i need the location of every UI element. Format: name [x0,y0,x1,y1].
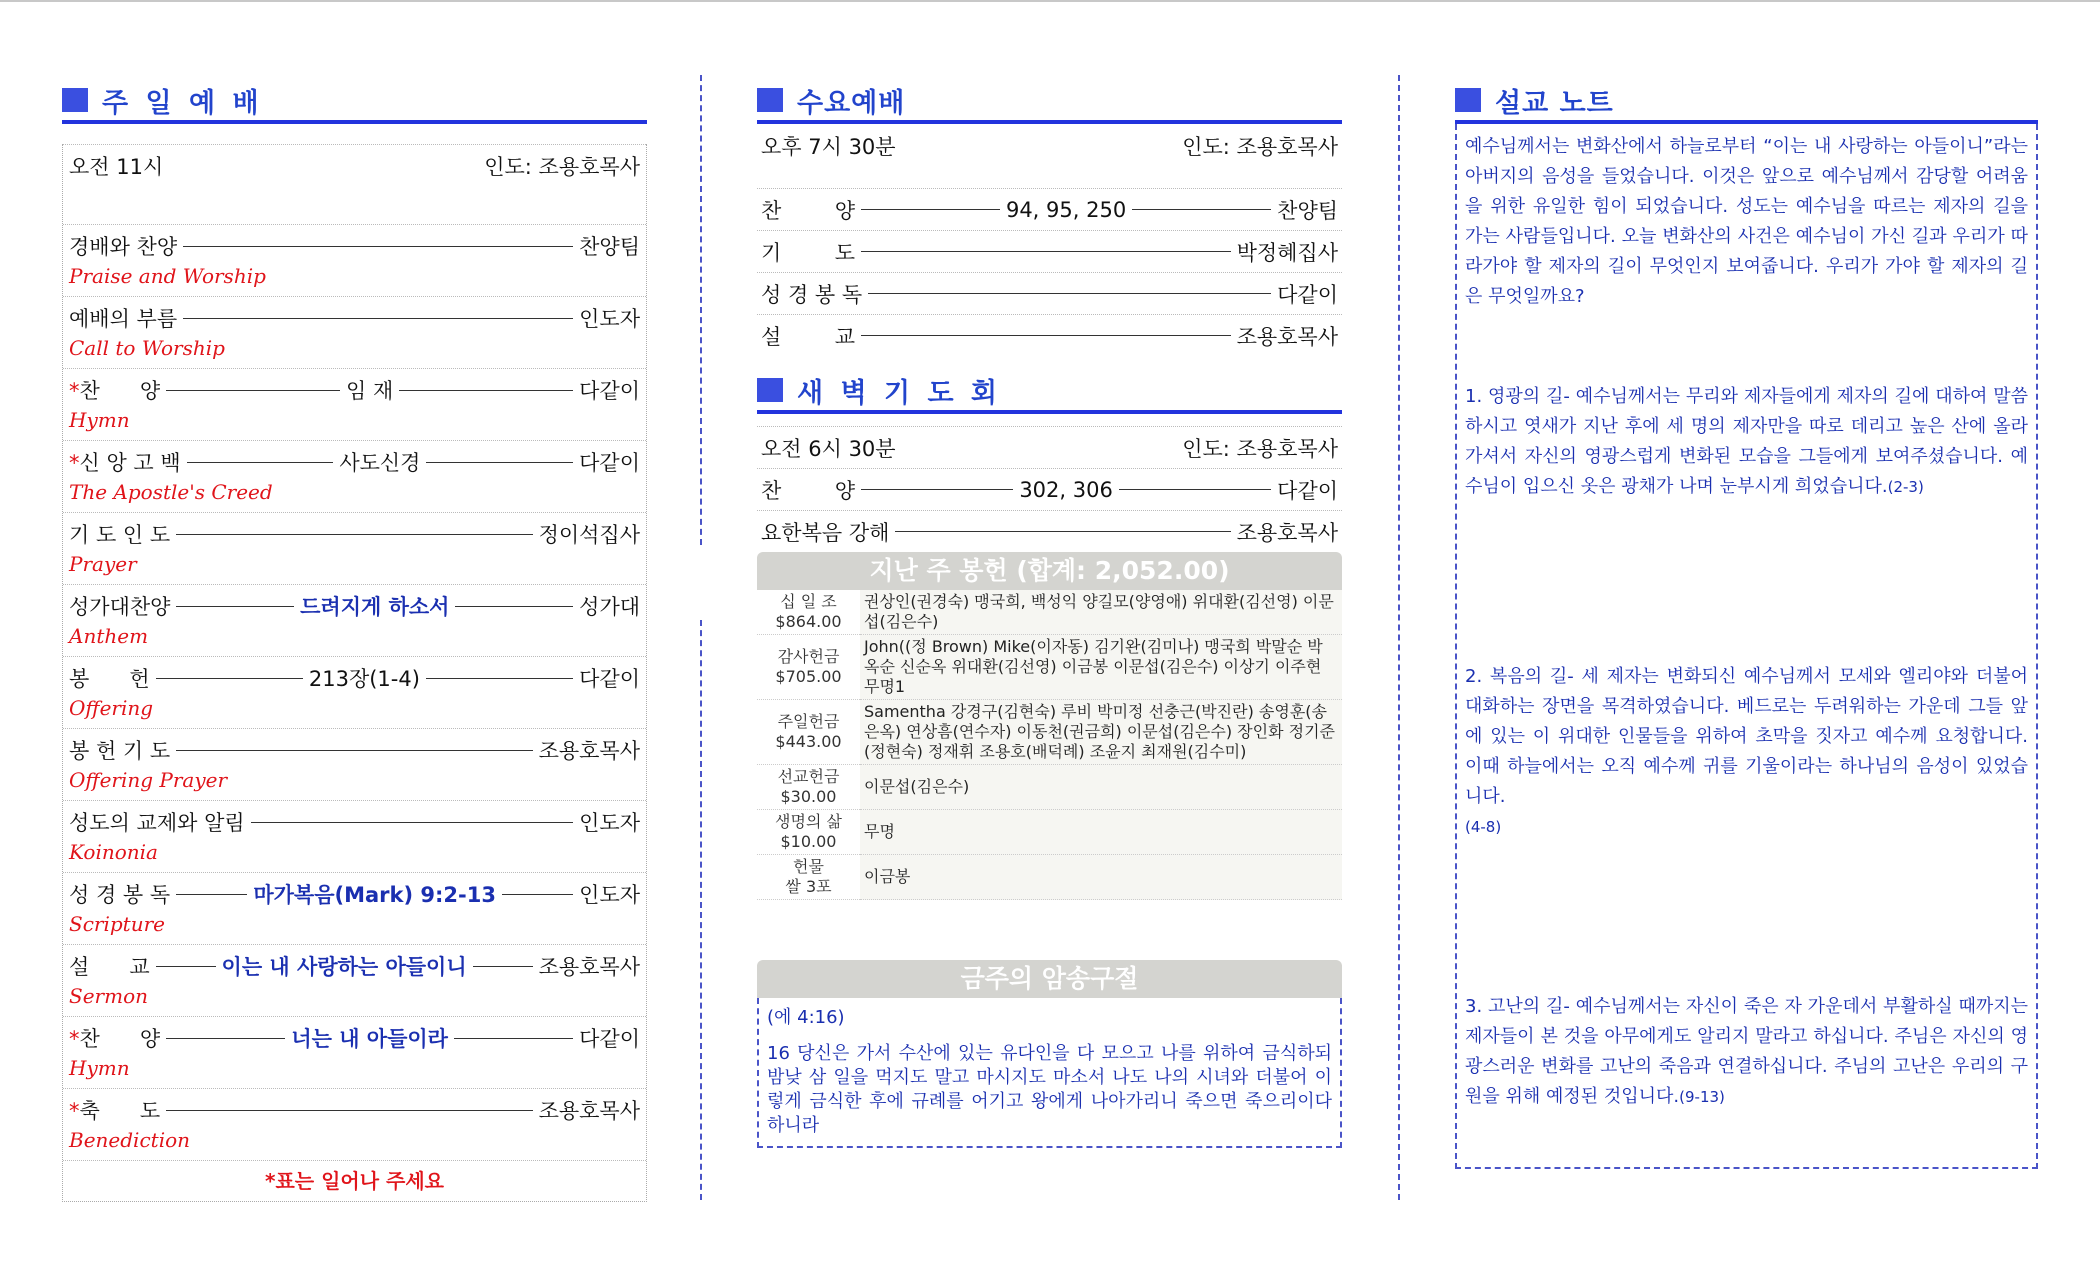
sunday-service-title: 주 일 예 배 [102,87,263,119]
dawn-prayer-header [757,370,1342,414]
order-label [69,375,160,405]
leader-line [176,606,294,607]
dawn-leader: 인도: 조용호목사 [1182,436,1338,461]
order-item [757,314,1342,356]
offering-row [757,590,1342,635]
order-label-text: 성도의 교제와 알림 [69,811,245,835]
offering-donors: Samentha 강경구(김현숙) 루비 박미정 선충근(박진란) 송영훈(송은옥) 연상흠(연수자) 이동천(권금희) 이문섭(김은수) 장인화 정기준(정현숙) 정재휘 조용호(배덕례) 조윤지 최재원(김수미) [860,700,1342,765]
order-label [69,951,150,981]
order-label [69,231,177,261]
order-english-label: Koinonia [69,840,158,864]
memory-verse-box [757,998,1342,1148]
order-item [63,368,646,440]
order-item [757,510,1342,552]
sunday-leader: 인도: 조용호목사 [484,155,640,179]
order-performer: 다같이 [579,1027,641,1051]
order-performer: 다같이 [579,379,641,403]
offering-donors: John((정 Brown) Mike(이자동) 김기완(김미나) 맹국희 박말순 박옥순 신순옥 위대환(김선영) 이금봉 이문섭(김은수) 이상기 이주현 무명1 [860,635,1342,700]
sunday-time: 오전 11시 [69,155,164,179]
order-item [63,656,646,728]
order-line [69,733,640,767]
offering-row [757,700,1342,765]
leader-line [251,822,574,823]
dawn-prayer-box [757,426,1342,552]
offering-category [757,765,860,810]
order-english-label: The Apostle's Creed [69,480,273,504]
offering-category [757,700,860,765]
order-label: 성 경 봉 독 [761,282,863,307]
order-line [69,229,640,263]
star-mark: * [69,451,80,475]
order-label: 설 교 [761,324,855,349]
order-english-label: Call to Worship [69,336,225,360]
order-performer: 성가대 [579,595,641,619]
offering-type: 선교헌금 [777,767,840,786]
leader-line [187,462,334,463]
order-item-content: 이는 내 사랑하는 아들이니 [221,955,467,979]
order-item [63,224,646,296]
sermon-point-1: 1. 영광의 길- 예수님께서는 무리와 제자들에게 제자의 길에 대하여 말씀하시고 엿새가 지난 후에 세 명의 제자만을 따로 데리고 높은 산에 올라가셔서 자신의 영광스럽게 변화된 모습을 그들에게 보여주셨습니다. 예수님이 입으신 옷은 광채가 나며 눈부시게 희었습니다.(2-3) [1465,386,2028,497]
leader-line [176,534,532,535]
order-performer: 조용호목사 [538,739,640,763]
offering-donors: 권상인(권경숙) 맹국희, 백성익 양길모(양영애) 위대환(김선영) 이문섭(김은수) [860,590,1342,635]
order-label [69,735,170,765]
leader-line [502,894,573,895]
order-label-text: 성가대찬양 [69,595,171,619]
order-performer: 조용호목사 [1236,520,1338,545]
order-performer: 인도자 [579,883,641,907]
sermon-notes-box [1455,124,2038,1169]
order-label-text: 성 경 봉 독 [69,883,171,907]
order-label-text: 찬 양 [79,379,161,403]
sunday-order-list [63,224,646,1160]
column-divider [1398,75,1400,1200]
order-label [69,807,245,837]
column-divider [700,620,702,1200]
order-english-label: Hymn [69,1056,130,1080]
order-line [69,517,640,551]
order-performer: 조용호목사 [1236,324,1338,349]
order-line [69,1021,640,1055]
order-label: 요한복음 강해 [761,520,890,545]
order-item [757,230,1342,272]
leader-line [183,246,573,247]
order-performer: 인도자 [579,307,640,331]
order-english-label: Offering Prayer [69,768,228,792]
offering-amount: $443.00 [775,732,842,751]
order-line [69,301,640,335]
order-label-text: 경배와 찬양 [69,235,178,259]
sermon-notes-title: 설교 노트 [1495,87,1614,119]
order-performer: 인도자 [579,811,640,835]
leader-line [1132,209,1271,210]
sermon-point-3: 3. 고난의 길- 예수님께서는 자신이 죽은 자 가운데서 부활하실 때까지는 제자들이 본 것을 아무에게도 알리지 말라고 하십니다. 주님은 자신의 영광스러운 변화를 고난의 죽음과 연결하십니다. 주님의 고난은 우리의 구원을 위해 예정된 것입니다.(9-13) [1465,996,2028,1107]
star-mark: * [69,1027,80,1051]
wednesday-leader: 인도: 조용호목사 [1182,135,1338,159]
dawn-prayer-title: 새 벽 기 도 회 [797,377,1002,409]
order-label-text: 기 도 인 도 [69,523,171,547]
leader-line [399,390,573,391]
order-item [63,1088,646,1160]
sunday-service-header [62,80,647,124]
leader-line [176,894,247,895]
order-label [69,591,170,621]
offering-amount: $864.00 [775,612,842,631]
leader-line [426,678,573,679]
leader-line [166,390,340,391]
wednesday-header [757,80,1342,124]
order-label [69,447,181,477]
order-label-text: 봉 헌 [69,667,150,691]
order-label [69,1023,160,1053]
order-item-content: 드려지게 하소서 [300,595,450,619]
order-label: 기 도 [761,240,855,265]
order-item-content: 94, 95, 250 [1005,197,1127,222]
square-bullet-icon [757,378,783,402]
leader-line [166,1038,285,1039]
order-item [63,944,646,1016]
order-line [69,373,640,407]
order-line [69,949,640,983]
leader-line [1119,489,1271,490]
order-line [69,1093,640,1127]
order-item [757,188,1342,230]
order-performer: 정이석집사 [538,523,640,547]
order-performer: 다같이 [579,451,640,475]
top-rule [0,0,2100,2]
order-label [69,303,177,333]
sunday-service-box [62,144,647,1202]
order-item [63,1016,646,1088]
order-line [69,661,640,695]
order-line [69,589,640,623]
order-english-label: Anthem [69,624,149,648]
leader-line [861,209,1000,210]
leader-line [861,489,1013,490]
offering-amount: 쌀 3포 [785,877,832,896]
order-item [63,512,646,584]
stand-footnote: *표는 일어나 주세요 [63,1160,646,1201]
leader-line [183,318,573,319]
offering-category [757,810,860,855]
offering-row [757,635,1342,700]
memory-verse-text: 16 당신은 가서 수산에 있는 유다인을 다 모으고 나를 위하여 금식하되 밤낮 삼 일을 먹지도 말고 마시지도 마소서 나도 나의 시녀와 더불어 이렇게 금식한 후에 규례를 어기고 왕에게 나아가리니 죽으면 죽으리이다 하니라 [767,1043,1332,1136]
order-english-label: Benediction [69,1128,191,1152]
dawn-time-row [757,426,1342,468]
offering-type: 십 일 조 [780,592,837,611]
order-line [69,805,640,839]
offering-row [757,810,1342,855]
order-label-text: 신 앙 고 백 [79,451,181,475]
offering-table [757,590,1342,900]
memory-verse-title: 금주의 암송구절 [757,960,1342,998]
order-english-label: Offering [69,696,154,720]
order-label [69,879,170,909]
order-label: 찬 양 [761,478,855,503]
wednesday-box [757,124,1342,356]
order-line [69,877,640,911]
offering-category [757,590,860,635]
leader-line [454,1038,573,1039]
order-item-content: 213장(1-4) [308,667,420,691]
order-performer: 찬양팀 [1277,198,1339,223]
order-english-label: Praise and Worship [69,264,266,288]
order-performer: 찬양팀 [579,235,640,259]
leader-line [473,966,533,967]
offering-type: 감사헌금 [777,647,840,666]
order-performer: 다같이 [579,667,641,691]
order-item-content: 너는 내 아들이라 [291,1027,448,1051]
order-label-text: 봉 헌 기 도 [69,739,171,763]
sunday-service-column [62,80,647,1202]
square-bullet-icon [757,88,783,112]
order-label: 찬 양 [761,198,855,223]
order-item [63,800,646,872]
star-mark: * [69,1099,80,1123]
order-item [63,440,646,512]
offering-row [757,855,1342,900]
order-line [69,445,640,479]
leader-line [455,606,573,607]
dawn-time: 오전 6시 30분 [761,436,896,461]
square-bullet-icon [1455,88,1481,112]
wednesday-order-list [757,188,1342,356]
order-performer: 조용호목사 [538,1099,640,1123]
order-item-content: 임 재 [346,379,394,403]
sermon-notes-header [1455,80,2038,124]
offering-donors: 무명 [860,810,1342,855]
column-divider [700,75,702,545]
order-english-label: Hymn [69,408,130,432]
order-performer: 박정혜집사 [1236,240,1338,265]
order-english-label: Sermon [69,984,148,1008]
offering-type: 주일헌금 [777,712,840,731]
leader-line [176,750,532,751]
order-item [63,296,646,368]
order-item [757,272,1342,314]
order-item [757,468,1342,510]
order-item [63,584,646,656]
leader-line [156,966,216,967]
offering-category [757,635,860,700]
middle-column [757,80,1342,1148]
dawn-order-list [757,468,1342,552]
offering-row [757,765,1342,810]
order-performer: 다같이 [1277,282,1338,307]
sunday-time-row [63,144,646,224]
offering-amount: $705.00 [775,667,842,686]
wednesday-time-row [757,124,1342,168]
memory-verse-reference: (에 4:16) [767,1007,845,1028]
leader-line [156,678,303,679]
order-english-label: Prayer [69,552,137,576]
sermon-intro: 예수님께서는 변화산에서 하늘로부터 “이는 내 사랑하는 아들이니”라는 아버지의 음성을 들었습니다. 이것은 앞으로 예수님께서 감당할 어려움을 위한 유일한 힘이 되었습니다. 성도는 예수님을 따르는 제자의 길을 가는 사람들입니다. 오늘 변화산의 사건은 예수님이 가신 길과 우리가 따라가야 할 제자의 길이 무엇인지 보여줍니다. 우리가 가야 할 제자의 길은 무엇일까요? [1465,136,2028,307]
sermon-notes-column [1455,80,2038,1169]
leader-line [868,293,1271,294]
wednesday-time: 오후 7시 30분 [761,135,896,159]
offering-type: 생명의 삶 [775,812,842,831]
order-performer: 조용호목사 [538,955,640,979]
order-label-text: 설 교 [69,955,150,979]
order-performer: 다같이 [1277,478,1339,503]
offering-amount: $30.00 [780,787,837,806]
wednesday-title: 수요예배 [797,87,906,119]
offering-title: 지난 주 봉헌 (합계: 2,052.00) [757,552,1342,590]
offering-amount: $10.00 [780,832,837,851]
order-label [69,519,170,549]
order-label [69,663,150,693]
order-item [63,728,646,800]
leader-line [426,462,573,463]
sermon-point-2: 2. 복음의 길- 세 제자는 변화되신 예수님께서 모세와 엘리야와 더불어 대화하는 장면을 목격하였습니다. 베드로는 두려워하는 가운데 그들 앞에 있는 이 위대한 인물들을 위하여 초막을 짓자고 예수께 요청합니다. 이때 하늘에서는 오직 예수께 귀를 기울이라는 하나님의 음성이 있었습니다. (4-8) [1465,666,2028,836]
offering-category [757,855,860,900]
offering-donors: 이금봉 [860,855,1342,900]
order-item-content: 302, 306 [1019,477,1113,502]
order-label-text: 예배의 부름 [69,307,178,331]
offering-donors: 이문섭(김은수) [860,765,1342,810]
order-item-content: 사도신경 [339,451,421,475]
order-english-label: Scripture [69,912,165,936]
leader-line [861,251,1231,252]
order-item-content: 마가복음(Mark) 9:2-13 [253,883,496,907]
order-item [63,872,646,944]
leader-line [861,335,1231,336]
square-bullet-icon [62,88,88,112]
leader-line [166,1110,532,1111]
order-label [69,1095,160,1125]
order-label-text: 찬 양 [79,1027,161,1051]
leader-line [895,531,1230,532]
offering-type: 헌물 [793,857,824,876]
star-mark: * [69,379,80,403]
order-label-text: 축 도 [79,1099,161,1123]
